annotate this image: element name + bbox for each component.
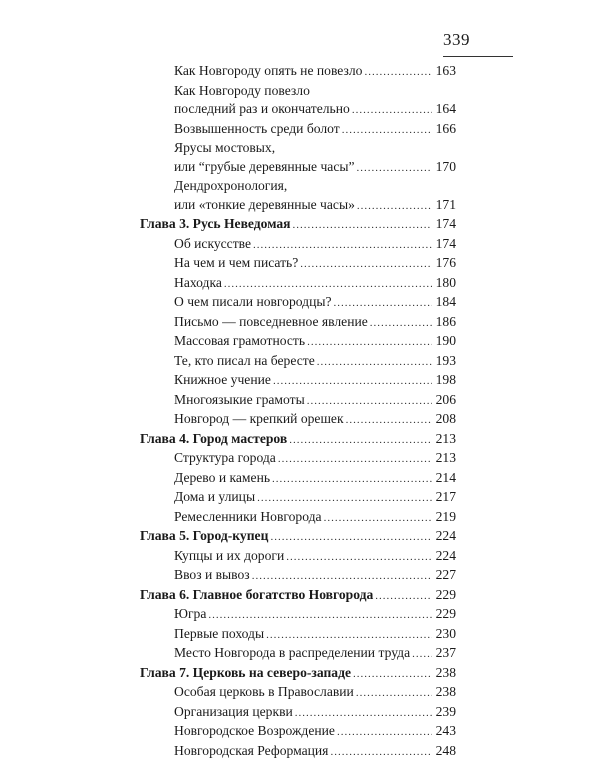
toc-page-number: 219 — [434, 508, 456, 527]
toc-page-number: 238 — [434, 683, 456, 702]
toc-chapter — [140, 586, 456, 606]
toc-chapter — [140, 664, 456, 684]
toc-title: Первые походы — [174, 625, 264, 644]
toc-title: или «тонкие деревянные часы» — [174, 196, 355, 215]
toc-entry — [140, 254, 456, 274]
toc-title: Новгородская Реформация — [174, 742, 328, 761]
toc-entry — [140, 313, 456, 333]
dot-leader — [352, 101, 432, 120]
toc-page-number: 174 — [434, 215, 456, 234]
toc-page-number: 198 — [434, 371, 456, 390]
toc-title: Купцы и их дороги — [174, 547, 284, 566]
dot-leader — [317, 353, 432, 372]
toc-page-number: 193 — [434, 352, 456, 371]
toc-page-number: 239 — [434, 703, 456, 722]
toc-title: Югра — [174, 605, 206, 624]
toc-title: На чем и чем писать? — [174, 254, 298, 273]
toc-page-number: 224 — [434, 547, 456, 566]
dot-leader — [253, 236, 432, 255]
toc-title: Особая церковь в Православии — [174, 683, 354, 702]
toc-title: Глава 5. Город-купец — [140, 527, 268, 546]
toc-page-number: 171 — [434, 196, 456, 215]
toc-entry — [140, 742, 456, 761]
dot-leader — [278, 450, 432, 469]
dot-leader — [307, 392, 432, 411]
toc-page-number: 238 — [434, 664, 456, 683]
toc-entry-prefix: Ярусы мостовых, — [140, 139, 456, 158]
toc-entry — [140, 235, 456, 255]
toc-page-number: 229 — [434, 605, 456, 624]
toc-title: Ввоз и вывоз — [174, 566, 250, 585]
toc-entry — [140, 449, 456, 469]
toc-page-number: 248 — [434, 742, 456, 761]
toc-entry — [140, 371, 456, 391]
toc-entry — [140, 62, 456, 82]
toc-title: О чем писали новгородцы? — [174, 293, 332, 312]
dot-leader — [257, 489, 432, 508]
toc-title: Те, кто писал на бересте — [174, 352, 315, 371]
toc-entry-prefix: Как Новгороду повезло — [140, 82, 456, 101]
toc-entry-prefix: Дендрохронология, — [140, 177, 456, 196]
dot-leader — [356, 684, 432, 703]
dot-leader — [412, 645, 432, 664]
toc-title: Новгород — крепкий орешек — [174, 410, 344, 429]
dot-leader — [375, 587, 432, 606]
toc-title: Возвышенность среди болот — [174, 120, 340, 139]
toc-entry — [140, 120, 456, 140]
toc-entry — [140, 488, 456, 508]
toc-title: или “грубые деревянные часы” — [174, 158, 355, 177]
toc-entry — [140, 566, 456, 586]
dot-leader — [346, 411, 432, 430]
toc-entry — [140, 722, 456, 742]
dot-leader — [270, 528, 432, 547]
toc-title: Находка — [174, 274, 222, 293]
toc-chapter — [140, 430, 456, 450]
toc-entry — [140, 605, 456, 625]
toc-entry — [140, 508, 456, 528]
table-of-contents — [140, 62, 456, 761]
toc-entry — [140, 644, 456, 664]
toc-chapter — [140, 215, 456, 235]
dot-leader — [330, 743, 432, 761]
dot-leader — [364, 63, 432, 82]
toc-entry — [140, 469, 456, 489]
dot-leader — [272, 470, 432, 489]
dot-leader — [266, 626, 432, 645]
toc-entry — [140, 410, 456, 430]
toc-title: Книжное учение — [174, 371, 271, 390]
dot-leader — [300, 255, 432, 274]
toc-title: Дома и улицы — [174, 488, 255, 507]
toc-page-number: 190 — [434, 332, 456, 351]
dot-leader — [357, 197, 432, 216]
toc-entry — [140, 274, 456, 294]
dot-leader — [337, 723, 432, 742]
dot-leader — [295, 704, 432, 723]
toc-entry — [140, 352, 456, 372]
dot-leader — [370, 314, 432, 333]
toc-page-number: 227 — [434, 566, 456, 585]
toc-title: Массовая грамотность — [174, 332, 305, 351]
page-number: 339 — [443, 30, 470, 50]
dot-leader — [353, 665, 432, 684]
dot-leader — [286, 548, 432, 567]
toc-page-number: 174 — [434, 235, 456, 254]
toc-page-number: 217 — [434, 488, 456, 507]
toc-entry — [140, 703, 456, 723]
dot-leader — [334, 294, 432, 313]
toc-page-number: 224 — [434, 527, 456, 546]
toc-title: Глава 7. Церковь на северо-западе — [140, 664, 351, 683]
toc-title: Многоязыкие грамоты — [174, 391, 305, 410]
toc-page-number: 184 — [434, 293, 456, 312]
dot-leader — [273, 372, 432, 391]
toc-page-number: 229 — [434, 586, 456, 605]
toc-entry — [140, 391, 456, 411]
toc-title: Глава 3. Русь Неведомая — [140, 215, 291, 234]
toc-title: Ремесленники Новгорода — [174, 508, 322, 527]
toc-entry — [140, 547, 456, 567]
toc-page-number: 206 — [434, 391, 456, 410]
toc-page-number: 208 — [434, 410, 456, 429]
toc-entry — [140, 158, 456, 178]
toc-title: Письмо — повседневное явление — [174, 313, 368, 332]
toc-page-number: 230 — [434, 625, 456, 644]
toc-page-number: 180 — [434, 274, 456, 293]
toc-title: Дерево и камень — [174, 469, 270, 488]
toc-title: Об искусстве — [174, 235, 251, 254]
dot-leader — [307, 333, 432, 352]
toc-title: Организация церкви — [174, 703, 293, 722]
dot-leader — [293, 216, 432, 235]
toc-entry — [140, 683, 456, 703]
toc-chapter — [140, 527, 456, 547]
toc-title: Место Новгорода в распределении труда — [174, 644, 410, 663]
toc-page-number: 214 — [434, 469, 456, 488]
toc-page-number: 237 — [434, 644, 456, 663]
toc-entry — [140, 332, 456, 352]
toc-title: Структура города — [174, 449, 276, 468]
dot-leader — [289, 431, 432, 450]
toc-title: Новгородское Возрождение — [174, 722, 335, 741]
toc-page-number: 170 — [434, 158, 456, 177]
toc-title: Глава 4. Город мастеров — [140, 430, 287, 449]
toc-title: последний раз и окончательно — [174, 100, 350, 119]
dot-leader — [224, 275, 432, 294]
toc-page-number: 213 — [434, 449, 456, 468]
toc-page-number: 213 — [434, 430, 456, 449]
toc-entry — [140, 196, 456, 216]
toc-page-number: 164 — [434, 100, 456, 119]
header-rule — [443, 56, 513, 57]
toc-title: Как Новгороду опять не повезло — [174, 62, 362, 81]
toc-page-number: 186 — [434, 313, 456, 332]
toc-page-number: 163 — [434, 62, 456, 81]
dot-leader — [324, 509, 432, 528]
dot-leader — [357, 159, 432, 178]
dot-leader — [208, 606, 432, 625]
toc-page-number: 176 — [434, 254, 456, 273]
toc-entry — [140, 625, 456, 645]
toc-entry — [140, 293, 456, 313]
toc-entry — [140, 100, 456, 120]
toc-page-number: 243 — [434, 722, 456, 741]
dot-leader — [342, 121, 432, 140]
toc-page-number: 166 — [434, 120, 456, 139]
dot-leader — [252, 567, 432, 586]
toc-title: Глава 6. Главное богатство Новгорода — [140, 586, 373, 605]
